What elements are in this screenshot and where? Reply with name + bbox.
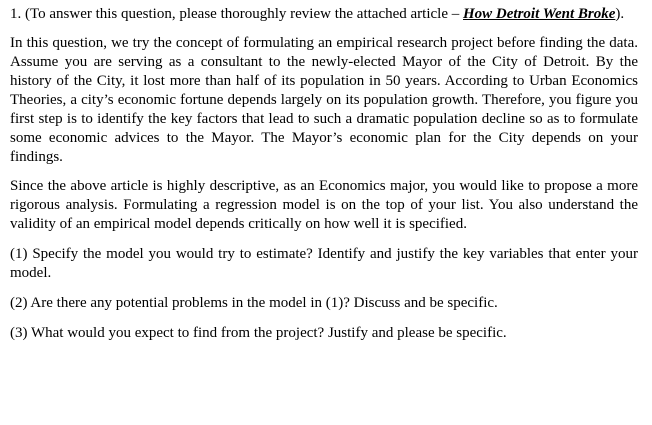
document-body [10, 5, 638, 343]
subquestion-2: (2) Are there any potential problems in the model in (1)? Discuss and be specific. [10, 295, 498, 311]
question-heading [10, 5, 638, 24]
intro-paragraph: In this question, we try the concept of formulating an empirical research project before finding the data. Assume you are serving as a consultant to the newly-elected Mayor of the City of Detroit. By the history of the City, it lost more than half of its population in 50 years. According to Urban Economics Theories, a city’s economic fortune depends largely on its population growth. Therefore, you figure you first step is to identify the key factors that lead to such a dramatic population decline so as to formulate some economic advices to the Mayor. The Mayor’s economic plan for the City depends on your findings. [10, 35, 638, 165]
analysis-paragraph: Since the above article is highly descriptive, as an Economics major, you would like to propose a more rigorous analysis. Formulating a regression model is on the top of your list. You also understand the validity of an empirical model depends critically on how well it is specified. [10, 178, 638, 232]
subquestion-1: (1) Specify the model you would try to estimate? Identify and justify the key variables that enter your model. [10, 246, 638, 281]
article-title: How Detroit Went Broke [462, 6, 616, 22]
question-suffix: ). [615, 6, 625, 22]
question-prefix: 1. (To answer this question, please thoroughly review the attached article – [10, 6, 463, 22]
subquestion-3: (3) What would you expect to find from the project? Justify and please be specific. [10, 325, 507, 341]
